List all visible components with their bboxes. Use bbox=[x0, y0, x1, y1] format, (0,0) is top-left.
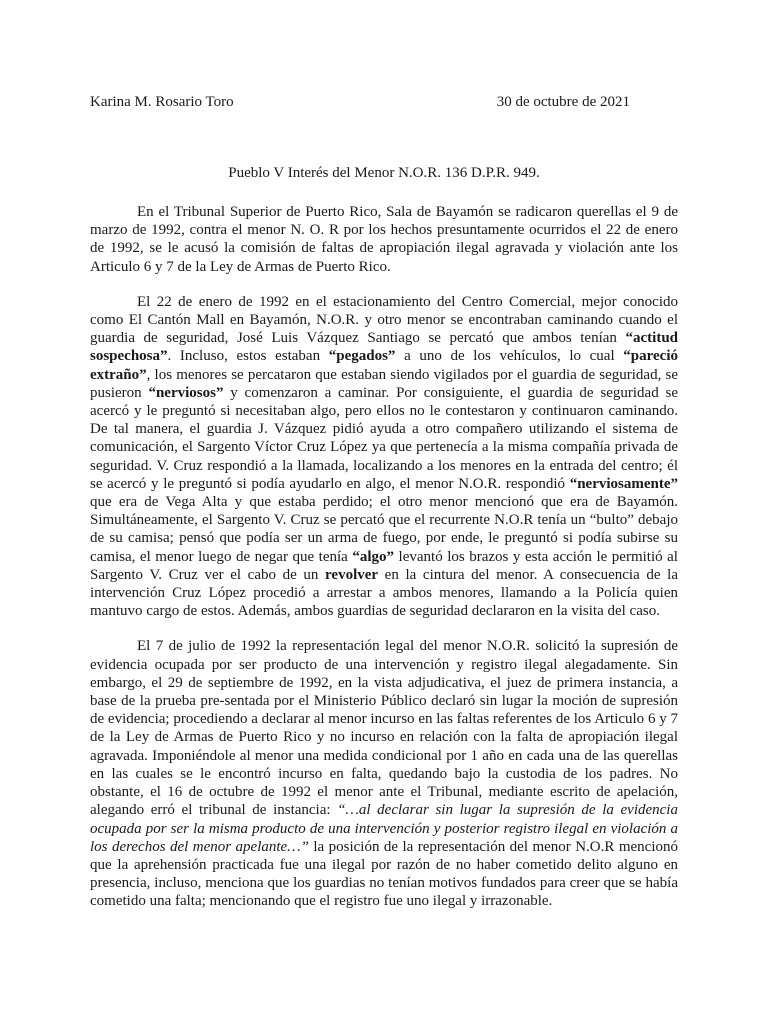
text-run: En el Tribunal Superior de Puerto Rico, Sala de Bayamón se radicaron querellas el 9 de marzo de 1992, contra el menor N. O. R por los hechos presuntamente ocurridos el 22 de enero de 1992, se le acusó la comisión de faltas de apropiación ilegal agravada y violación ante los Articulo 6 y 7 de la Ley de Armas de Puerto Rico. bbox=[90, 204, 678, 275]
bold-text: “nerviosos” bbox=[148, 384, 224, 401]
text-run: la posición de la representación del menor N.O.R mencionó que la aprehensión practicada fue una ilegal por razón de no haber cometido delito alguno en presencia, incluso, menciona que los guardias no tenían motivos fundados para creer que se había cometido una falta; mencionando que el registro fue uno ilegal y irrazonable. bbox=[90, 838, 678, 910]
bold-text: “nerviosamente” bbox=[569, 475, 678, 492]
text-run: . Incluso, estos estaban bbox=[167, 348, 329, 365]
author-name: Karina M. Rosario Toro bbox=[90, 94, 234, 110]
paragraph-1 bbox=[90, 203, 678, 276]
text-run: levantó los brazos y esta acción le permitió al Sargento V. Cruz ver el cabo de un bbox=[90, 548, 678, 583]
bold-text: “pareció extraño” bbox=[90, 348, 678, 383]
text-run: , los menores se percataron que estaban siendo vigilados por el guardia de seguridad, se pusieron bbox=[90, 366, 678, 401]
text-run: a uno de los vehículos, lo cual bbox=[395, 348, 624, 365]
document-date: 30 de octubre de 2021 bbox=[496, 94, 630, 110]
bold-text: revolver bbox=[325, 566, 379, 583]
text-run: que era de Vega Alta y que estaba perdido; el otro menor mencionó que era de Bayamón. Simultáneamente, el Sargento V. Cruz se percató que el recurrente N.O.R tenía un “bulto” debajo de su camisa; pensó que podía ser un arma de fuego, por ende, le preguntó si podía subirse su camisa, el menor luego de negar que tenía bbox=[90, 494, 678, 565]
italic-quote: “…al declarar sin lugar la supresión de la evidencia ocupada por ser la misma producto de una intervención y posterior registro ilegal en violación a los derechos del menor apelante…” bbox=[90, 802, 678, 855]
bold-text: “algo” bbox=[352, 548, 395, 565]
bold-text: “actitud sospechosa” bbox=[90, 330, 678, 365]
case-title: Pueblo V Interés del Menor N.O.R. 136 D.P.R. 949. bbox=[228, 165, 540, 181]
paragraph-3 bbox=[90, 637, 678, 910]
text-run: El 22 de enero de 1992 en el estacionamiento del Centro Comercial, mejor conocido como El Cantón Mall en Bayamón, N.O.R. y otro menor se encontraban caminando cuando el guardia de seguridad, José Luis Vázquez Santiago se percató que ambos tenían bbox=[90, 293, 678, 347]
text-run: El 7 de julio de 1992 la representación legal del menor N.O.R. solicitó la supresión de evidencia ocupada por ser producto de una intervención y registro ilegal alegadamente. Sin embargo, el 29 de septiembre de 1992, en la vista adjudicativa, el juez de primera instancia, a base de la prueba pre-sentada por el Ministerio Público declaró sin lugar la moción de supresión de evidencia; procediendo a declarar al menor incurso en las faltas referentes de los Articulo 6 y 7 de la Ley de Armas de Puerto Rico y no incurso en relación con la falta de apropiación ilegal agravada. Imponiéndole al menor una medida condicional por 1 año en cada una de las querellas en las cuales se le encontró incurso en falta, quedando bajo la custodia de los padres. No obstante, el 16 de octubre de 1992 el menor ante el Tribunal, mediante escrito de apelación, alegando erró el tribunal de instancia: bbox=[90, 638, 678, 819]
bold-text: “pegados” bbox=[328, 348, 396, 365]
text-run: en la cintura del menor. A consecuencia de la intervención Cruz López procedió a arrestar a ambos menores, llamando a la Policía quien mantuvo cargo de estos. Además, ambos guardias de seguridad declararon en la visita del caso. bbox=[90, 566, 678, 620]
document-body bbox=[90, 203, 678, 928]
text-run: y comenzaron a caminar. Por consiguiente, el guardia de seguridad se acercó y le preguntó si necesitaban algo, pero ellos no le contestaron y continuaron caminando. De tal manera, el guardia J. Vázquez pidió ayuda a otro compañero utilizando el sistema de comunicación, el Sargento Víctor Cruz López ya que pertenecía a la misma compañía privada de seguridad. V. Cruz respondió a la llamada, localizando a los menores en la entrada del centro; él se acercó y le preguntó si podía ayudarlo en algo, el menor N.O.R. respondió bbox=[90, 384, 678, 492]
paragraph-2 bbox=[90, 293, 678, 621]
